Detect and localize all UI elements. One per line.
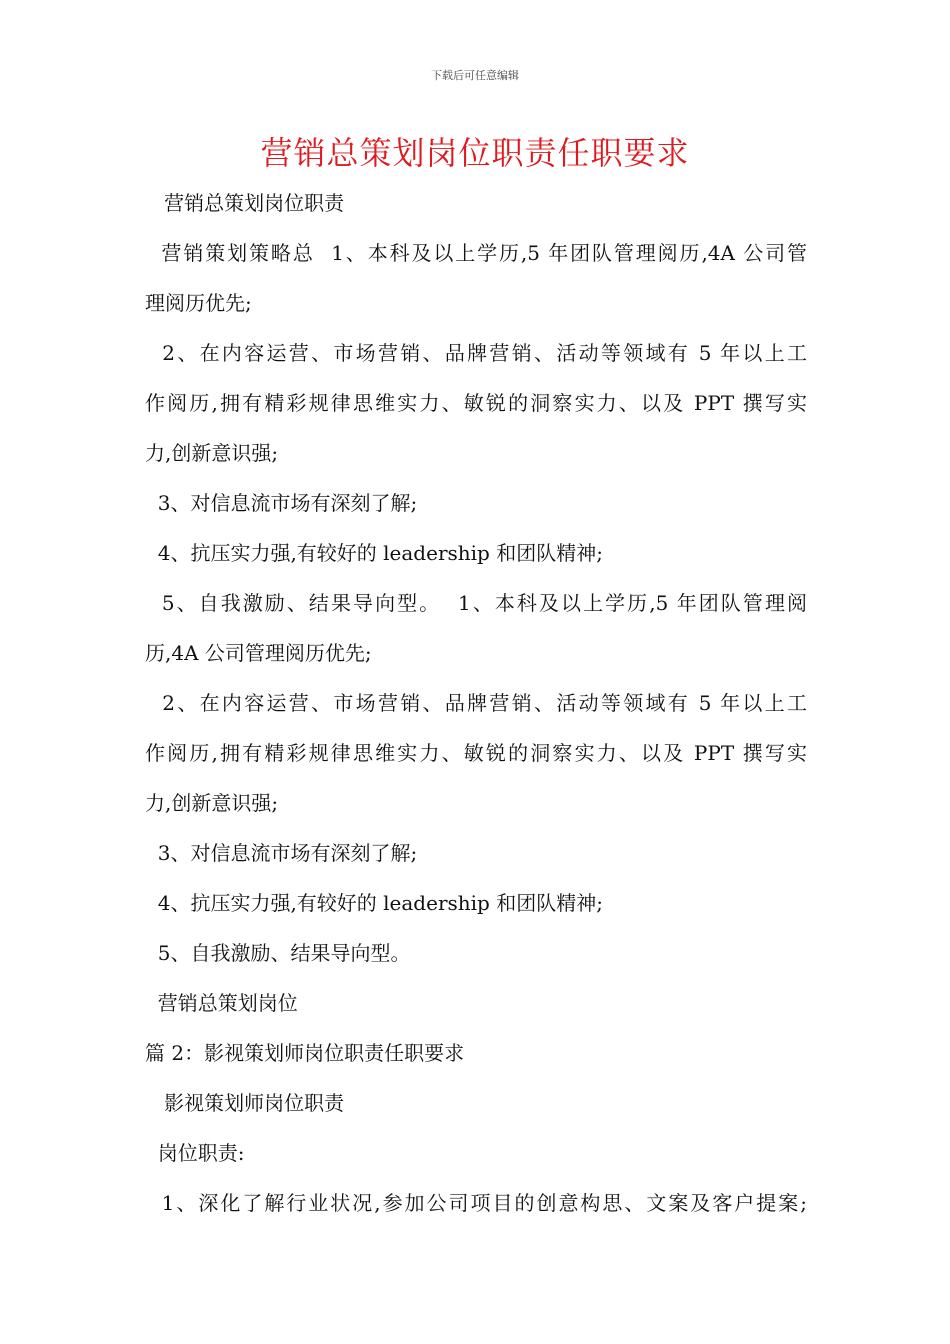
paragraph-line: 5、自我激励、结果导向型。 bbox=[145, 941, 411, 965]
paragraph-line: 岗位职责: bbox=[145, 1141, 245, 1165]
paragraph-line: 篇 2：影视策划师岗位职责任职要求 bbox=[145, 1041, 465, 1065]
document-body bbox=[145, 178, 807, 1228]
paragraph-line: 2、在内容运营、市场营销、品牌营销、活动等领域有 5 年以上工 bbox=[145, 691, 807, 715]
paragraph-line: 营销策划策略总 1、本科及以上学历,5 年团队管理阅历,4A 公司管 bbox=[145, 241, 807, 265]
paragraph-line: 2、在内容运营、市场营销、品牌营销、活动等领域有 5 年以上工 bbox=[145, 341, 807, 365]
paragraph-line: 5、自我激励、结果导向型。 1、本科及以上学历,5 年团队管理阅 bbox=[145, 591, 807, 615]
paragraph-line: 作阅历,拥有精彩规律思维实力、敏锐的洞察实力、以及 PPT 撰写实 bbox=[145, 391, 807, 415]
paragraph-line: 营销总策划岗位 bbox=[145, 991, 298, 1015]
document-title: 营销总策划岗位职责任职要求 bbox=[260, 134, 690, 172]
paragraph-line: 作阅历,拥有精彩规律思维实力、敏锐的洞察实力、以及 PPT 撰写实 bbox=[145, 741, 807, 765]
paragraph-line: 影视策划师岗位职责 bbox=[145, 1091, 345, 1115]
paragraph-line: 力,创新意识强; bbox=[145, 441, 279, 465]
paragraph-line: 历,4A 公司管理阅历优先; bbox=[145, 641, 372, 665]
paragraph-line: 3、对信息流市场有深刻了解; bbox=[145, 491, 418, 515]
paragraph-line: 3、对信息流市场有深刻了解; bbox=[145, 841, 418, 865]
paragraph-line: 营销总策划岗位职责 bbox=[145, 191, 345, 215]
header-note: 下载后可任意编辑 bbox=[431, 69, 519, 82]
paragraph-line: 力,创新意识强; bbox=[145, 791, 279, 815]
paragraph-line: 4、抗压实力强,有较好的 leadership 和团队精神; bbox=[145, 891, 603, 915]
paragraph-line: 理阅历优先; bbox=[145, 291, 252, 315]
paragraph-line: 1、深化了解行业状况,参加公司项目的创意构思、文案及客户提案; bbox=[145, 1191, 807, 1215]
paragraph-line: 4、抗压实力强,有较好的 leadership 和团队精神; bbox=[145, 541, 603, 565]
